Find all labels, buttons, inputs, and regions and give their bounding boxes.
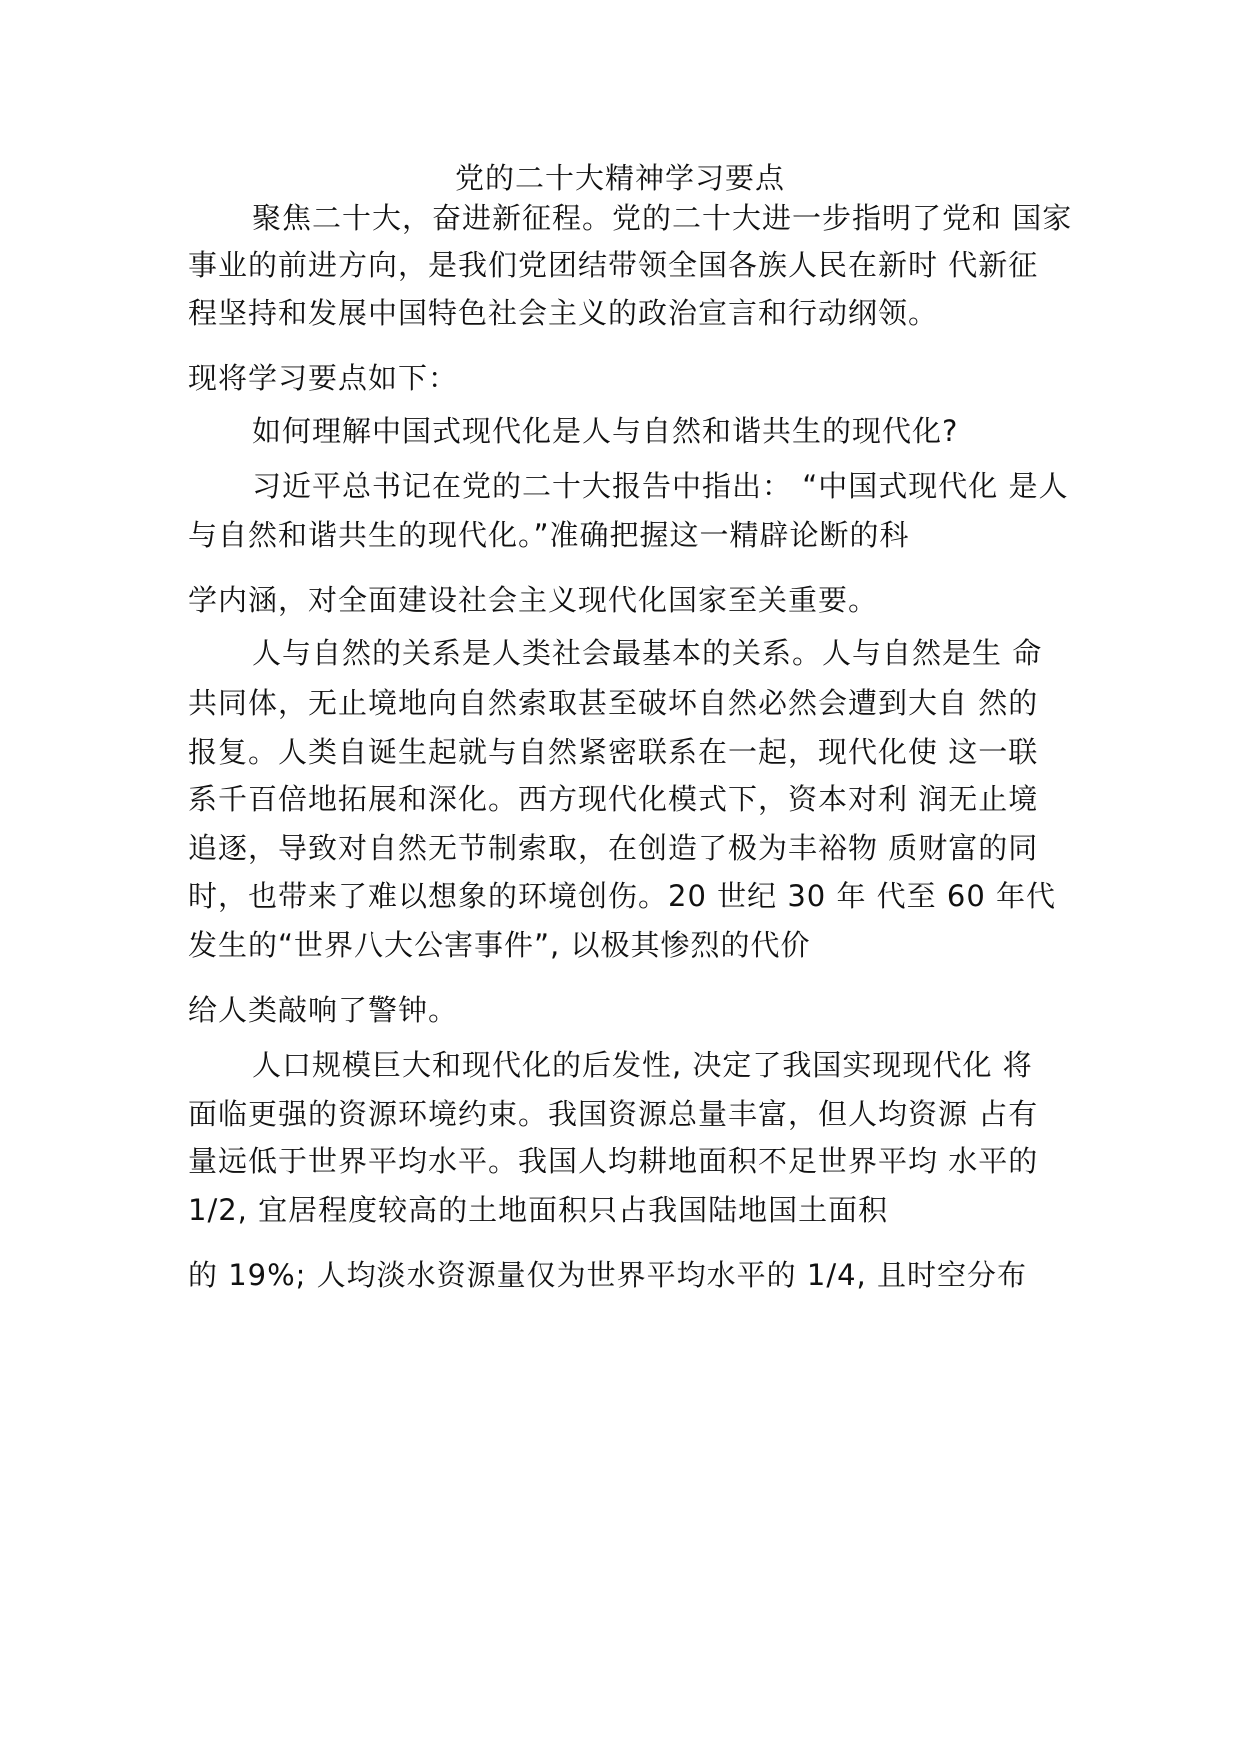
- paragraph-line: 给人类敲响了警钟。: [188, 993, 459, 1027]
- paragraph-line: 学内涵，对全面建设社会主义现代化国家至关重要。: [188, 583, 879, 617]
- document-title: 党的二十大精神学习要点: [454, 161, 785, 195]
- paragraph-line: 系千百倍地拓展和深化。西方现代化模式下，资本对利 润无止境: [188, 782, 1039, 816]
- paragraph-line: 人口规模巨大和现代化的后发性, 决定了我国实现现代化 将: [252, 1048, 1033, 1082]
- paragraph-line: 追逐，导致对自然无节制索取，在创造了极为丰裕物 质财富的同: [188, 831, 1039, 865]
- paragraph-line: 报复。人类自诞生起就与自然紧密联系在一起，现代化使 这一联: [188, 735, 1039, 769]
- paragraph-line: 量远低于世界平均水平。我国人均耕地面积不足世界平均 水平的: [188, 1144, 1039, 1178]
- paragraph-line: 发生的“世界八大公害事件”, 以极其惨烈的代价: [188, 928, 811, 962]
- paragraph-line: 共同体，无止境地向自然索取甚至破坏自然必然会遭到大自 然的: [188, 686, 1039, 720]
- paragraph-line: 的 19%; 人均淡水资源量仅为世界平均水平的 1/4, 且时空分布: [188, 1258, 1027, 1292]
- paragraph-line: 1/2, 宜居程度较高的土地面积只占我国陆地国土面积: [188, 1193, 889, 1227]
- paragraph-line: 程坚持和发展中国特色社会主义的政治宣言和行动纲领。: [188, 296, 939, 330]
- paragraph-line: 现将学习要点如下：: [188, 361, 459, 395]
- paragraph-line: 聚焦二十大，奋进新征程。党的二十大进一步指明了党和 国家: [252, 201, 1073, 235]
- paragraph-line: 人与自然的关系是人类社会最基本的关系。人与自然是生 命: [252, 636, 1043, 670]
- question-heading: 如何理解中国式现代化是人与自然和谐共生的现代化?: [252, 414, 959, 448]
- paragraph-line: 面临更强的资源环境约束。我国资源总量丰富，但人均资源 占有: [188, 1097, 1039, 1131]
- paragraph-line: 时，也带来了难以想象的环境创伤。20 世纪 30 年 代至 60 年代: [188, 879, 1057, 913]
- paragraph-line: 事业的前进方向，是我们党团结带领全国各族人民在新时 代新征: [188, 248, 1039, 282]
- paragraph-line: 习近平总书记在党的二十大报告中指出： “中国式现代化 是人: [252, 469, 1069, 503]
- paragraph-line: 与自然和谐共生的现代化。”准确把握这一精辟论断的科: [188, 518, 910, 552]
